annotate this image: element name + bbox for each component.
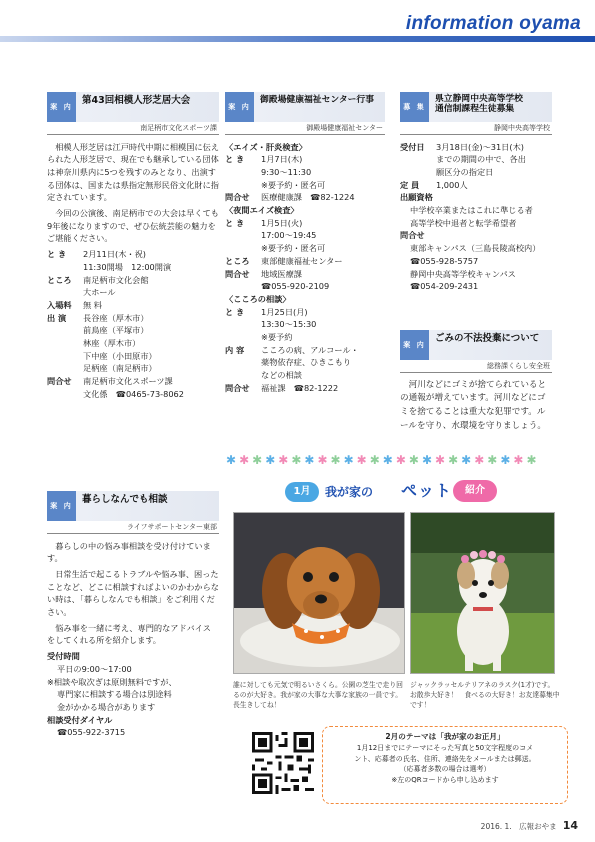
value: 大ホール: [83, 287, 116, 298]
value: 1月25日(月): [261, 306, 308, 317]
value: ☎055-920-2109: [261, 281, 330, 292]
label: と き: [225, 154, 245, 165]
label: 相談受付ダイヤル: [47, 714, 113, 725]
value: 文化係 ☎0465-73-8062: [83, 388, 184, 399]
label: 内 容: [225, 344, 245, 355]
value: 医療健康課 ☎82-1224: [261, 192, 355, 203]
note: 専門家に相談する場合は別途料: [57, 689, 172, 700]
value: 前鳥座（平塚市）: [83, 325, 149, 336]
subheading: 〈夜間エイズ検査〉: [225, 205, 299, 216]
header-title: information oyama: [405, 13, 581, 34]
info-row: [225, 306, 385, 319]
paragraph: 今回の公演後、南足柄市での大会は早くても9年後になりますので、ぜひ伝統芸能の魅力をご堪能ください。: [47, 208, 219, 244]
label: と き: [225, 217, 245, 228]
section-title: ごみの不法投棄について: [435, 333, 540, 344]
label: 問合せ: [400, 230, 425, 241]
label: ところ: [47, 274, 72, 285]
section-header: [400, 330, 552, 360]
section-header: [47, 92, 219, 122]
section-title: 暮らしなんでも相談: [82, 494, 168, 505]
value: 17:00～19:45: [261, 230, 317, 241]
value: 地域医療課: [261, 268, 302, 279]
pet-photo-terrier: [410, 512, 555, 674]
theme-title: 2月のテーマは「我が家のお正月」: [385, 732, 505, 741]
value: 9:30～11:30: [261, 166, 312, 177]
value: 南足柄市文化スポーツ課: [83, 376, 173, 387]
category-tag: 案 内: [400, 330, 429, 360]
footer: [420, 817, 578, 834]
label: 問合せ: [225, 268, 250, 279]
paragraph: 日常生活で起こるトラブルや悩み事、困ったことなど、どこに相談すればよいのかわからない時は、「暮らしなんでも相談」をご利用ください。: [47, 568, 219, 618]
pet-title-a: 我が家の: [325, 485, 374, 499]
section-title: 第43回相模人形芝居大会: [82, 95, 191, 106]
value: 南足柄市文化会館: [83, 274, 149, 285]
value: 福祉課 ☎82-1222: [261, 382, 339, 393]
section-illegal-dumping: [400, 330, 552, 437]
info-row: [225, 268, 385, 281]
value: 下中座（小田原市）: [83, 350, 157, 361]
issue-label: 2016. 1. 広報おやま: [480, 822, 557, 831]
label: と き: [47, 249, 67, 260]
title-line: 県立静岡中央高等学校: [435, 94, 523, 104]
value: 薬物依存症、ひきこもり: [261, 357, 352, 368]
section-header: [400, 92, 552, 122]
info-row: [225, 344, 385, 357]
theme-line: ント、応募者の氏名、住所、連絡先をメールまたは郵送。: [354, 754, 536, 763]
info-row: [225, 382, 385, 395]
pet-banner: [285, 481, 503, 503]
value: こころの病、アルコール・: [261, 344, 359, 355]
category-tag: 案 内: [225, 92, 254, 122]
info-row-date: [47, 248, 219, 261]
value: ☎055-922-3715: [57, 727, 126, 738]
category-tag: 案 内: [47, 491, 76, 521]
value: 1月5日(火): [261, 217, 303, 228]
value: 1月7日(木): [261, 154, 303, 165]
info-row: [225, 217, 385, 230]
value: 3月18日(金)～31日(木): [436, 141, 524, 152]
value: 足柄座（南足柄市）: [83, 363, 157, 374]
note: ※要予約・匿名可: [261, 243, 326, 254]
theme-line: ※左のQRコードから申し込めます: [391, 776, 499, 785]
label: と き: [225, 306, 245, 317]
info-row: [400, 141, 552, 154]
theme-line: 1月12日までにテーマにそった写真と50文字程度のコメ: [356, 743, 534, 752]
section-dept: ライフサポートセンター東部: [47, 522, 219, 534]
value: までの期間の中で、各出: [436, 154, 526, 165]
section-dept: 総務課くらし安全班: [400, 361, 552, 373]
subheading: 〈こころの相談〉: [225, 293, 291, 304]
info-row-contact: [47, 375, 219, 388]
value: 願区分の指定日: [436, 166, 494, 177]
section-title: [429, 92, 552, 122]
pet-photo-dachshund: [233, 512, 405, 674]
value: などの相談: [261, 370, 302, 381]
info-row: [225, 153, 385, 166]
note: 金がかかる場合があります: [57, 701, 156, 712]
info-row: [225, 191, 385, 204]
pet-caption-1: 誰に対しても元気で明るいさくら。公園の芝生で走り回るのが大好き。我が家の大事な大事な家族の一員です。長生きしてね！: [233, 681, 403, 710]
month-badge: 1月: [285, 482, 319, 502]
section-dept: 静岡中央高等学校: [400, 123, 552, 135]
info-row: [225, 255, 385, 268]
pet-title-b: ペット: [401, 481, 453, 500]
value: 静岡中央高等学校キャンパス: [410, 268, 516, 279]
info-row-fee: [47, 299, 219, 312]
value: ☎054-209-2431: [410, 281, 479, 292]
info-row-place: [47, 274, 219, 287]
pet-caption-2: ジャックラッセルテリアネのラスク(1才)です。お散歩大好き！ 食べるの大好き！お友達募集中です！: [410, 681, 560, 710]
pet-title-c: 紹介: [453, 480, 497, 502]
label: 定 員: [400, 179, 420, 190]
value: 長谷座（厚木市）: [83, 312, 149, 323]
header-bar: [0, 36, 595, 42]
section-header: [47, 491, 219, 521]
value: 13:30～15:30: [261, 319, 317, 330]
label: 出 演: [47, 312, 67, 323]
paragraph: 相模人形芝居は江戸時代中期に相模国に伝えられた人形芝居で、現在でも継承している団体は神奈川県内に5つを残すのみとなり、出演する団体は、国または県指定無形民俗文化財に指定されています。: [47, 141, 219, 203]
value: 無 料: [83, 299, 102, 310]
theme-line: （応募者多数の場合は選考）: [399, 765, 491, 774]
section-school-recruit: [400, 92, 552, 293]
note: ※要予約: [261, 332, 293, 343]
info-row-cast: [47, 312, 219, 325]
page-number: 14: [562, 819, 578, 832]
category-tag: 募 集: [400, 92, 429, 122]
value: 平日の9:00～17:00: [57, 663, 132, 674]
value: 中学校卒業またはこれに準じる者: [410, 205, 533, 216]
value: 林座（厚木市）: [83, 338, 141, 349]
paragraph: 河川などにゴミが捨てられているとの通報が増えています。河川などにゴミを捨てることは重大な犯罪です。ルールを守り、水環境を守りましょう。: [400, 379, 547, 431]
section-puppet-theater: [47, 92, 219, 401]
label: 入場料: [47, 299, 72, 310]
subheading: 〈エイズ・肝炎検査〉: [225, 141, 307, 152]
label: ところ: [225, 255, 250, 266]
section-title: 御殿場健康福祉センター行事: [260, 95, 375, 105]
info-row: [400, 179, 552, 192]
label: 受付日: [400, 141, 425, 152]
note: ※要予約・匿名可: [261, 179, 326, 190]
terrier-illustration-icon: [411, 513, 555, 674]
section-health-center: [225, 92, 385, 395]
label: 問合せ: [47, 376, 72, 387]
section-dept: 御殿場健康福祉センター: [225, 123, 385, 135]
star-border: ✱✱✱✱✱✱✱✱✱✱✱✱✱✱✱✱✱✱✱✱✱✱✱✱: [226, 453, 540, 467]
value: 11:30開場 12:00開演: [83, 261, 172, 272]
value: 1,000人: [436, 179, 468, 190]
title-line: 通信制課程生徒募集: [435, 104, 515, 115]
section-header: [225, 92, 385, 122]
value: 東部健康福祉センター: [261, 255, 343, 266]
label: 問合せ: [225, 382, 250, 393]
value: 高等学校中退者と転学希望者: [410, 217, 517, 228]
paragraph: 暮らしの中の悩み事相談を受け付けています。: [47, 540, 211, 564]
value: 2月11日(木・祝): [83, 249, 146, 260]
dog-illustration-icon: [234, 513, 405, 674]
section-dept: 南足柄市文化スポーツ課: [47, 123, 219, 135]
paragraph: 悩み事を一緒に考え、専門的なアドバイスをしてくれる所を紹介します。: [47, 622, 211, 646]
section-life-consultation: [47, 491, 219, 739]
value: 東部キャンパス（三島長陵高校内）: [410, 243, 541, 254]
qr-code-icon[interactable]: [252, 732, 314, 794]
label: 受付時間: [47, 651, 80, 662]
label: 問合せ: [225, 192, 250, 203]
value: ☎055-928-5757: [410, 255, 479, 266]
note: ※相談や取次ぎは原則無料ですが、: [47, 676, 177, 687]
category-tag: 案 内: [47, 92, 76, 122]
theme-notice: [322, 726, 568, 804]
label: 出願資格: [400, 192, 433, 203]
